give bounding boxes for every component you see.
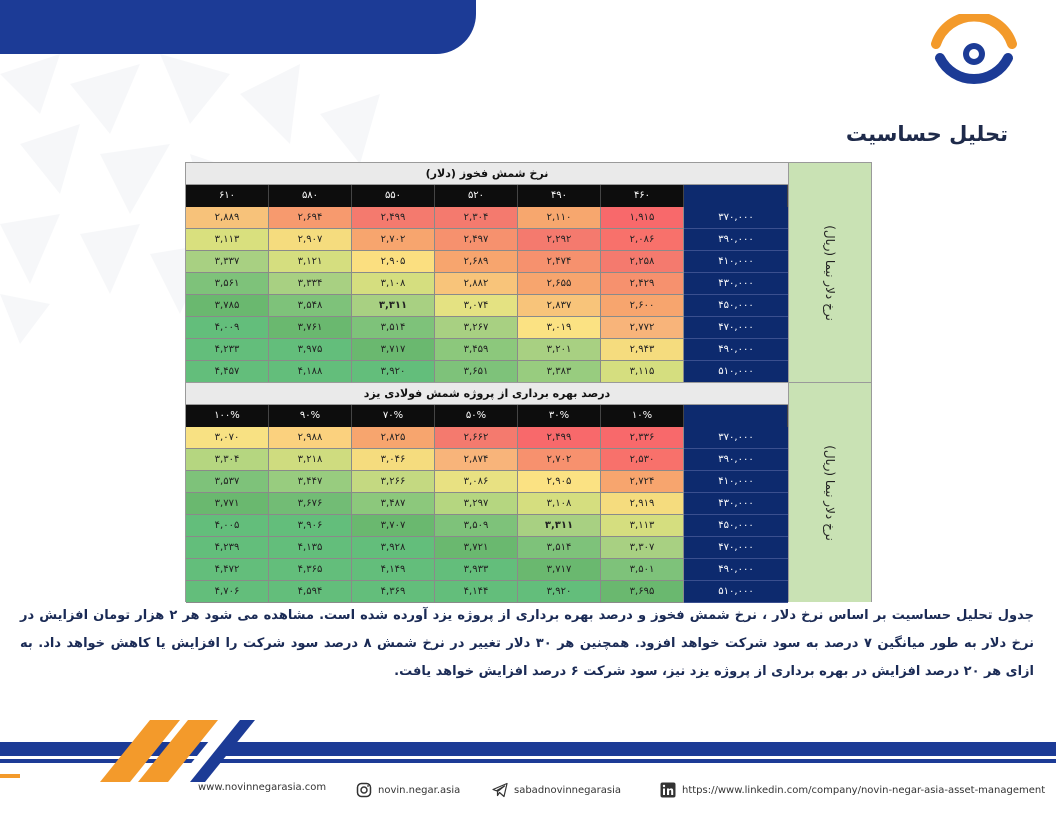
row-label: ۴۷۰,۰۰۰ (684, 537, 788, 559)
row-axis-label-text: نرخ دلار نیما (ریال) (823, 444, 837, 541)
sensitivity-tables (185, 162, 872, 602)
table-cell: ۳,۷۲۱ (435, 537, 518, 559)
row-axis-label (788, 163, 871, 382)
table-cell: ۳,۵۴۸ (269, 295, 352, 317)
table-cell: ۱,۹۱۵ (601, 207, 684, 229)
sensitivity-table-utilization (186, 382, 871, 602)
table-cell: ۳,۰۷۰ (186, 427, 269, 449)
column-header: ۵۵۰ (352, 185, 435, 207)
table-cell: ۳,۰۴۶ (352, 449, 435, 471)
table-cell: ۴,۲۳۹ (186, 537, 269, 559)
table-cell: ۲,۷۰۲ (518, 449, 601, 471)
table-cell: ۲,۰۸۶ (601, 229, 684, 251)
table-cell: ۴,۱۴۹ (352, 559, 435, 581)
table-cell: ۴,۰۰۹ (186, 317, 269, 339)
table-grid (186, 383, 788, 602)
table-caption: نرخ شمش فخوز (دلار) (186, 163, 788, 185)
table-cell: ۲,۹۴۳ (601, 339, 684, 361)
table-cell: ۲,۲۹۲ (518, 229, 601, 251)
table-cell: ۴,۱۴۴ (435, 581, 518, 603)
table-cell: ۲,۹۰۵ (518, 471, 601, 493)
table-cell: ۲,۷۲۴ (601, 471, 684, 493)
table-cell: ۲,۲۵۸ (601, 251, 684, 273)
table-cell: ۴,۱۳۵ (269, 537, 352, 559)
column-header: ۴۹۰ (518, 185, 601, 207)
table-cell: ۲,۶۸۹ (435, 251, 518, 273)
table-cell: ۴,۱۸۸ (269, 361, 352, 383)
table-cell: ۴,۳۶۹ (352, 581, 435, 603)
row-label: ۴۳۰,۰۰۰ (684, 493, 788, 515)
row-label: ۳۹۰,۰۰۰ (684, 449, 788, 471)
instagram-icon (356, 782, 372, 798)
table-cell: ۲,۴۹۷ (435, 229, 518, 251)
table-cell: ۳,۹۲۰ (518, 581, 601, 603)
table-cell: ۳,۰۸۶ (435, 471, 518, 493)
column-header: ۷۰% (352, 405, 435, 427)
table-cell: ۲,۷۷۲ (601, 317, 684, 339)
table-cell: ۳,۷۱۷ (518, 559, 601, 581)
table-cell: ۳,۵۱۴ (518, 537, 601, 559)
table-cell: ۳,۱۰۸ (518, 493, 601, 515)
table-cell: ۴,۴۷۲ (186, 559, 269, 581)
table-caption: درصد بهره برداری از پروژه شمش فولادی یزد (186, 383, 788, 405)
row-label: ۴۱۰,۰۰۰ (684, 471, 788, 493)
column-header: ۹۰% (269, 405, 352, 427)
table-cell: ۳,۴۸۷ (352, 493, 435, 515)
table-cell: ۲,۳۰۴ (435, 207, 518, 229)
table-cell: ۲,۱۱۰ (518, 207, 601, 229)
table-cell: ۳,۹۲۸ (352, 537, 435, 559)
table-cell: ۳,۲۱۸ (269, 449, 352, 471)
table-cell: ۳,۶۷۶ (269, 493, 352, 515)
table-cell: ۳,۹۰۶ (269, 515, 352, 537)
table-cell: ۳,۵۱۴ (352, 317, 435, 339)
table-cell: ۲,۹۸۸ (269, 427, 352, 449)
table-cell: ۳,۳۱۱ (352, 295, 435, 317)
table-cell: ۲,۶۵۵ (518, 273, 601, 295)
table-cell: ۲,۸۸۲ (435, 273, 518, 295)
footer-linkedin[interactable] (660, 782, 1045, 798)
column-header: ۳۰% (518, 405, 601, 427)
table-cell: ۲,۴۹۹ (518, 427, 601, 449)
table-cell: ۳,۵۰۹ (435, 515, 518, 537)
telegram-text[interactable]: sabadnovinnegarasia (514, 784, 621, 796)
table-cell: ۳,۶۹۵ (601, 581, 684, 603)
company-logo (926, 14, 1022, 90)
table-cell: ۲,۶۹۴ (269, 207, 352, 229)
row-label: ۳۷۰,۰۰۰ (684, 207, 788, 229)
table-cell: ۳,۳۱۱ (518, 515, 601, 537)
column-header: ۴۶۰ (601, 185, 684, 207)
header-corner (684, 405, 788, 427)
table-cell: ۲,۴۷۴ (518, 251, 601, 273)
website-text[interactable]: www.novinnegarasia.com (198, 782, 327, 793)
row-label: ۴۵۰,۰۰۰ (684, 295, 788, 317)
table-cell: ۳,۷۷۱ (186, 493, 269, 515)
row-label: ۳۷۰,۰۰۰ (684, 427, 788, 449)
table-cell: ۴,۳۶۵ (269, 559, 352, 581)
header-corner (684, 185, 788, 207)
table-cell: ۲,۷۰۲ (352, 229, 435, 251)
table-cell: ۳,۱۱۳ (601, 515, 684, 537)
table-cell: ۲,۸۲۵ (352, 427, 435, 449)
table-cell: ۴,۴۵۷ (186, 361, 269, 383)
page-title: تحلیل حساسیت (845, 122, 1008, 146)
table-cell: ۲,۸۳۷ (518, 295, 601, 317)
table-cell: ۳,۹۲۰ (352, 361, 435, 383)
column-header: ۱۰۰% (186, 405, 269, 427)
table-cell: ۳,۱۱۳ (186, 229, 269, 251)
table-cell: ۳,۲۶۷ (435, 317, 518, 339)
table-cell: ۲,۵۳۰ (601, 449, 684, 471)
column-header: ۵۰% (435, 405, 518, 427)
row-axis-label-text: نرخ دلار نیما (ریال) (823, 224, 837, 321)
table-cell: ۳,۲۶۶ (352, 471, 435, 493)
table-cell: ۳,۹۷۵ (269, 339, 352, 361)
footer-stripes (0, 712, 1056, 782)
telegram-icon (492, 782, 508, 798)
table-cell: ۳,۵۳۷ (186, 471, 269, 493)
table-cell: ۲,۴۲۹ (601, 273, 684, 295)
row-label: ۴۱۰,۰۰۰ (684, 251, 788, 273)
table-cell: ۳,۳۰۷ (601, 537, 684, 559)
table-cell: ۲,۹۰۵ (352, 251, 435, 273)
linkedin-icon (660, 782, 676, 798)
footer-telegram[interactable] (492, 782, 621, 798)
footer (0, 776, 1056, 806)
table-cell: ۳,۵۰۱ (601, 559, 684, 581)
table-grid (186, 163, 788, 382)
table-cell: ۳,۱۱۵ (601, 361, 684, 383)
row-label: ۵۱۰,۰۰۰ (684, 581, 788, 603)
table-cell: ۳,۳۰۴ (186, 449, 269, 471)
table-cell: ۳,۴۵۹ (435, 339, 518, 361)
table-cell: ۳,۲۹۷ (435, 493, 518, 515)
table-cell: ۳,۵۶۱ (186, 273, 269, 295)
table-cell: ۳,۳۸۳ (518, 361, 601, 383)
sensitivity-table-metal-price (186, 163, 871, 382)
table-cell: ۳,۰۱۹ (518, 317, 601, 339)
table-cell: ۲,۹۱۹ (601, 493, 684, 515)
row-axis-label (788, 383, 871, 602)
column-header: ۵۲۰ (435, 185, 518, 207)
table-cell: ۳,۱۲۱ (269, 251, 352, 273)
analysis-paragraph: جدول تحلیل حساسیت بر اساس نرخ دلار ، نرخ شمش فخوز و درصد بهره برداری از پروژه یزد آورده شده است. مشاهده می شود هر ۲ هزار تومان افزایش در نرخ دلار به طور میانگین ۷ درصد به سود شرکت خواهد افزود. همچنین هر ۳۰ دلار تغییر در نرخ شمش ۸ درصد سود شرکت را افزایش یا کاهش خواهد داد. به ازای هر ۲۰ درصد افزایش در بهره برداری از پروژه یزد نیز، سود شرکت ۶ درصد افزایش خواهد یافت. (20, 608, 1034, 679)
table-cell: ۲,۹۰۷ (269, 229, 352, 251)
table-cell: ۳,۳۳۷ (186, 251, 269, 273)
table-cell: ۴,۷۰۶ (186, 581, 269, 603)
table-cell: ۲,۳۳۶ (601, 427, 684, 449)
table-cell: ۲,۴۹۹ (352, 207, 435, 229)
column-header: ۵۸۰ (269, 185, 352, 207)
row-label: ۴۳۰,۰۰۰ (684, 273, 788, 295)
table-cell: ۳,۰۷۴ (435, 295, 518, 317)
table-cell: ۳,۹۳۳ (435, 559, 518, 581)
footer-website[interactable] (198, 782, 326, 793)
table-cell: ۳,۴۴۷ (269, 471, 352, 493)
table-cell: ۴,۰۰۵ (186, 515, 269, 537)
column-header: ۱۰% (601, 405, 684, 427)
top-banner (0, 0, 476, 54)
table-cell: ۲,۶۰۰ (601, 295, 684, 317)
table-cell: ۳,۳۳۴ (269, 273, 352, 295)
table-cell: ۳,۱۰۸ (352, 273, 435, 295)
table-cell: ۲,۸۸۹ (186, 207, 269, 229)
table-cell: ۳,۷۱۷ (352, 339, 435, 361)
table-cell: ۳,۶۵۱ (435, 361, 518, 383)
footer-instagram[interactable] (356, 782, 460, 798)
table-cell: ۲,۸۷۴ (435, 449, 518, 471)
row-label: ۴۹۰,۰۰۰ (684, 559, 788, 581)
table-cell: ۳,۲۰۱ (518, 339, 601, 361)
row-label: ۴۵۰,۰۰۰ (684, 515, 788, 537)
table-cell: ۲,۶۶۲ (435, 427, 518, 449)
table-cell: ۳,۷۶۱ (269, 317, 352, 339)
linkedin-text[interactable]: https://www.linkedin.com/company/novin-negar-asia-asset-management (682, 784, 1046, 796)
table-cell: ۴,۵۹۴ (269, 581, 352, 603)
row-label: ۴۷۰,۰۰۰ (684, 317, 788, 339)
table-cell: ۳,۷۸۵ (186, 295, 269, 317)
column-header: ۶۱۰ (186, 185, 269, 207)
table-cell: ۴,۲۳۳ (186, 339, 269, 361)
row-label: ۴۹۰,۰۰۰ (684, 339, 788, 361)
table-cell: ۳,۷۰۷ (352, 515, 435, 537)
row-label: ۵۱۰,۰۰۰ (684, 361, 788, 383)
instagram-text[interactable]: novin.negar.asia (378, 784, 461, 796)
row-label: ۳۹۰,۰۰۰ (684, 229, 788, 251)
